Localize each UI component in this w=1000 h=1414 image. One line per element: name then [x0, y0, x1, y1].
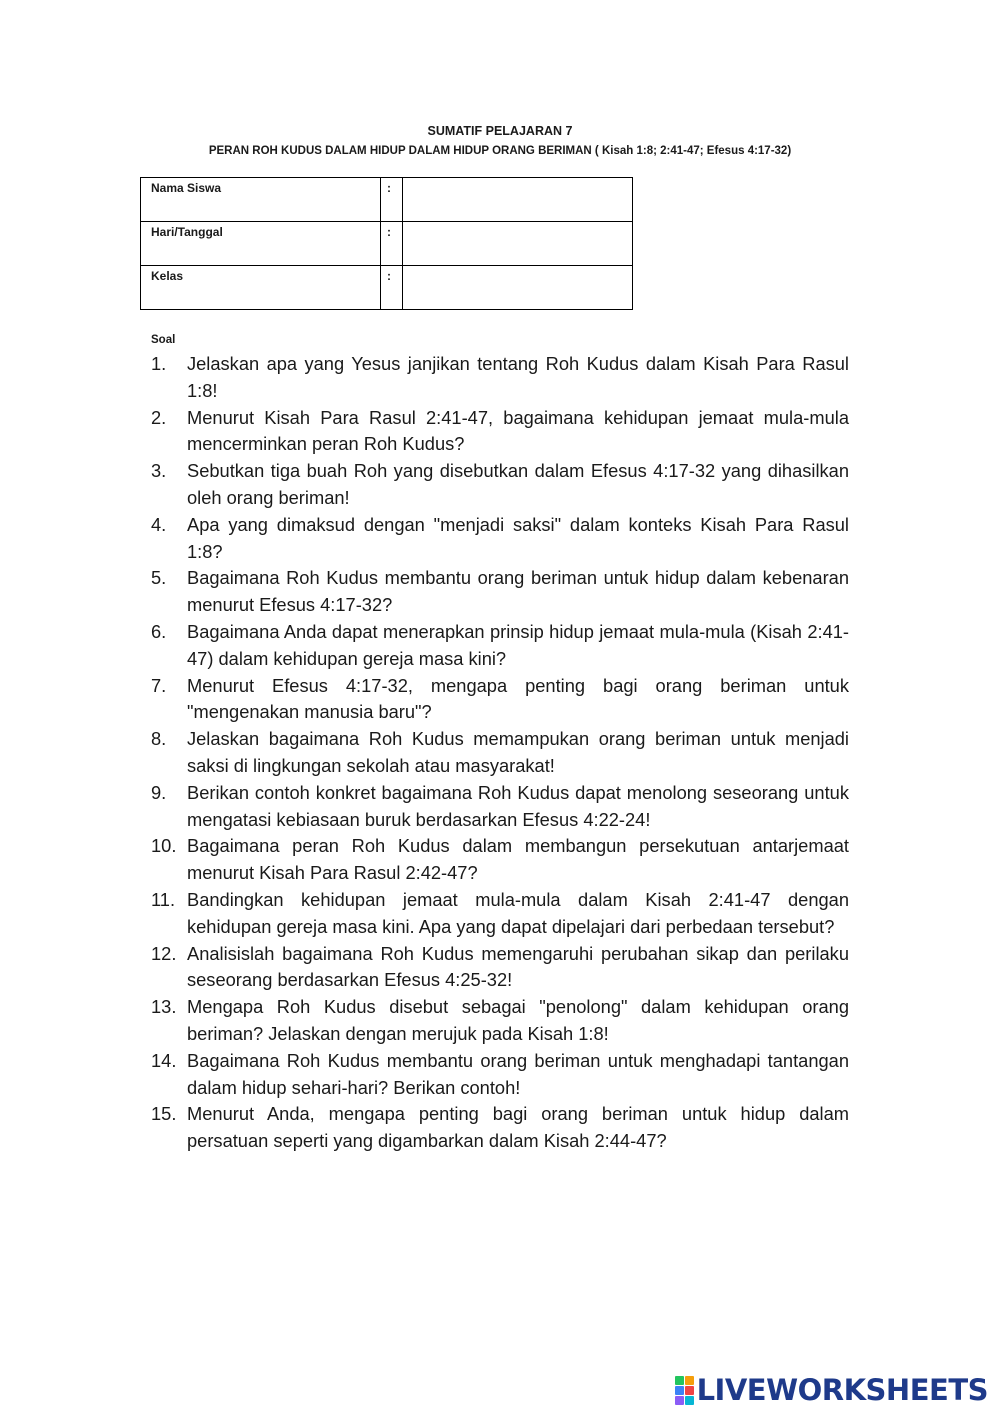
info-value-class[interactable] — [403, 266, 633, 310]
liveworksheets-logo-icon — [675, 1376, 694, 1405]
question-text: Bagaimana Roh Kudus membantu orang beriman untuk hidup dalam kebenaran menurut Efesus 4:17-32? — [187, 567, 849, 616]
info-value-name[interactable] — [403, 178, 633, 222]
question-text: Bagaimana Anda dapat menerapkan prinsip hidup jemaat mula-mula (Kisah 2:41-47) dalam kehidupan gereja masa kini? — [187, 620, 849, 669]
question-text: Bagaimana Roh Kudus membantu orang beriman untuk menghadapi tantangan dalam hidup sehari-hari? Berikan contoh! — [187, 1049, 849, 1098]
question-number: 10. — [151, 835, 177, 857]
question-number: 11. — [151, 888, 176, 910]
brand-name: LIVEWORKSHEETS — [696, 1373, 988, 1407]
question-number: 13. — [151, 996, 177, 1018]
worksheet-subtitle: PERAN ROH KUDUS DALAM HIDUP DALAM HIDUP ORANG BERIMAN ( Kisah 1:8; 2:41-47; Efesus 4:17-32) — [208, 145, 792, 157]
question-item — [151, 619, 849, 673]
question-text: Jelaskan bagaimana Roh Kudus memampukan orang beriman untuk menjadi saksi di lingkungan sekolah atau masyarakat! — [187, 728, 849, 776]
liveworksheets-brand[interactable] — [675, 1373, 988, 1407]
question-number: 4. — [151, 513, 167, 535]
info-value-date[interactable] — [403, 222, 633, 266]
question-number: 2. — [151, 406, 167, 428]
info-label-class: Kelas — [141, 266, 381, 310]
question-number: 8. — [151, 728, 167, 750]
question-item — [151, 565, 849, 619]
question-item — [151, 458, 849, 512]
question-item — [151, 512, 849, 566]
question-text: Menurut Anda, mengapa penting bagi orang beriman untuk hidup dalam persatuan seperti yang digambarkan dalam Kisah 2:44-47? — [187, 1103, 849, 1152]
question-number: 3. — [151, 460, 167, 482]
question-text: Menurut Efesus 4:17-32, mengapa penting bagi orang beriman untuk "mengenakan manusia baru"? — [187, 674, 849, 723]
question-item — [151, 941, 849, 995]
question-number: 9. — [151, 781, 167, 803]
question-item — [151, 673, 849, 727]
question-text: Bandingkan kehidupan jemaat mula-mula dalam Kisah 2:41-47 dengan kehidupan gereja masa kini. Apa yang dapat dipelajari dari perbedaan tersebut? — [187, 888, 849, 937]
info-label-name: Nama Siswa — [141, 178, 381, 222]
question-number: 7. — [151, 674, 167, 696]
info-row-date — [141, 222, 633, 266]
info-row-class — [141, 266, 633, 310]
info-colon: : — [381, 222, 403, 266]
question-text: Mengapa Roh Kudus disebut sebagai "penolong" dalam kehidupan orang beriman? Jelaskan dengan merujuk pada Kisah 1:8! — [187, 996, 849, 1044]
question-item — [151, 726, 849, 780]
info-row-name — [141, 178, 633, 222]
question-item — [151, 1048, 849, 1102]
question-item — [151, 1101, 849, 1155]
question-text: Sebutkan tiga buah Roh yang disebutkan dalam Efesus 4:17-32 yang dihasilkan oleh orang beriman! — [187, 460, 849, 508]
questions-heading: Soal — [151, 334, 176, 346]
question-item — [151, 994, 849, 1048]
info-colon: : — [381, 178, 403, 222]
question-number: 1. — [151, 353, 167, 374]
question-text: Bagaimana peran Roh Kudus dalam membangun persekutuan antarjemaat menurut Kisah Para Rasul 2:42-47? — [187, 835, 849, 884]
question-item — [151, 887, 849, 941]
student-info-table — [140, 177, 633, 310]
question-text: Analisislah bagaimana Roh Kudus memengaruhi perubahan sikap dan perilaku seseorang berdasarkan Efesus 4:25-32! — [187, 942, 849, 991]
question-number: 15. — [151, 1103, 177, 1125]
question-item — [151, 833, 849, 887]
worksheet-title: SUMATIF PELAJARAN 7 — [427, 124, 573, 138]
question-text: Berikan contoh konkret bagaimana Roh Kudus dapat menolong seseorang untuk mengatasi kebiasaan buruk berdasarkan Efesus 4:22-24! — [187, 781, 849, 830]
question-item — [151, 351, 849, 405]
info-colon: : — [381, 266, 403, 310]
question-number: 6. — [151, 620, 167, 642]
question-item — [151, 405, 849, 459]
question-item — [151, 780, 849, 834]
question-text: Menurut Kisah Para Rasul 2:41-47, bagaimana kehidupan jemaat mula-mula mencerminkan peran Roh Kudus? — [187, 406, 849, 455]
question-list — [151, 351, 849, 1155]
question-text: Apa yang dimaksud dengan "menjadi saksi" dalam konteks Kisah Para Rasul 1:8? — [187, 513, 849, 562]
question-text: Jelaskan apa yang Yesus janjikan tentang Roh Kudus dalam Kisah Para Rasul 1:8! — [187, 353, 849, 401]
info-label-date: Hari/Tanggal — [141, 222, 381, 266]
question-number: 5. — [151, 567, 167, 589]
question-number: 12. — [151, 942, 177, 964]
question-number: 14. — [151, 1049, 177, 1071]
